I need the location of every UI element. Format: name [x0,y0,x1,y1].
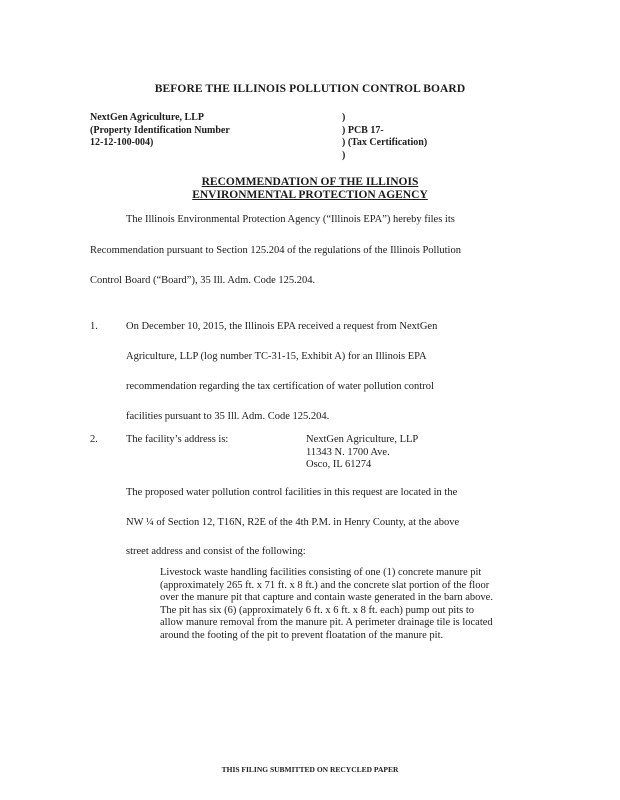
item1-line: On December 10, 2015, the Illinois EPA received a request from NextGen [126,321,438,332]
intro-line: Control Board (“Board”), 35 Ill. Adm. Code 125.204. [90,275,316,286]
caption-line: ) (Tax Certification) [342,137,428,148]
title-line: ENVIRONMENTAL PROTECTION AGENCY [192,189,428,201]
address-line: Osco, IL 61274 [306,459,372,470]
caption-line: 12-12-100-004) [90,137,154,148]
title-line: RECOMMENDATION OF THE ILLINOIS [201,176,419,188]
case-caption-number [342,112,427,162]
item2-line: The proposed water pollution control facilities in this request are located in the [126,487,458,498]
item1-line: facilities pursuant to 35 Ill. Adm. Code 125.204. [126,411,330,422]
address-line: 11343 N. 1700 Ave. [306,446,390,458]
case-caption-parties [90,112,230,150]
item2-line: street address and consist of the following: [126,546,306,557]
facility-address [306,434,418,472]
item2-line: NW ¼ of Section 12, T16N, R2E of the 4th P.M. in Henry County, at the above [126,517,460,528]
board-title: BEFORE THE ILLINOIS POLLUTION CONTROL BOARD [154,83,466,95]
item-number: 1. [90,321,98,332]
caption-line: NextGen Agriculture, LLP [90,112,204,123]
caption-line: ) [342,149,346,161]
facility-description: Livestock waste handling facilities consisting of one (1) concrete manure pit (approximately 265 ft. x 71 ft. x 8 ft.) and the concrete slat portion of the floor over the manure pit that capture and contain waste generated in the barn above. The pit has six (6) (approximately 6 ft. x 6 ft. x 8 ft. each) pump out pits to allow manure removal from the manure pit. A perimeter drainage tile is located around the footing of the pit to prevent floatation of the manure pit. [160,567,493,641]
caption-line: (Property Identification Number [90,124,230,136]
intro-line: Recommendation pursuant to Section 125.204 of the regulations of the Illinois Pollution [90,245,461,256]
item1-line: Agriculture, LLP (log number TC-31-15, Exhibit A) for an Illinois EPA [126,351,427,362]
intro-line: The Illinois Environmental Protection Agency (“Illinois EPA”) hereby files its [126,214,455,225]
footer-notice: THIS FILING SUBMITTED ON RECYCLED PAPER [221,765,399,774]
caption-line: ) [342,112,346,123]
caption-line: ) PCB 17- [342,124,384,136]
address-line: NextGen Agriculture, LLP [306,434,419,445]
item-number: 2. [90,434,98,445]
recommendation-title [0,176,620,202]
address-label: The facility’s address is: [126,434,229,445]
item1-line: recommendation regarding the tax certification of water pollution control [126,381,434,392]
